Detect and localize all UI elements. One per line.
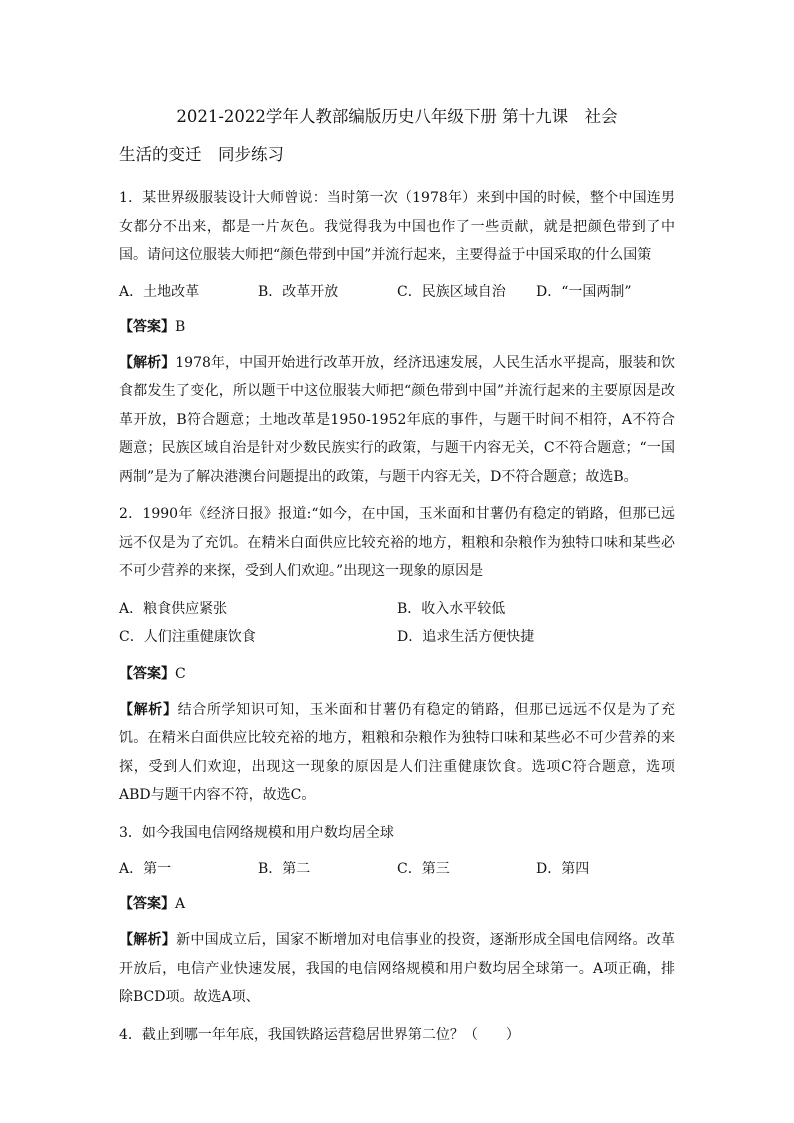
question-3-option-b: B．第二 <box>258 861 311 877</box>
page-title-continued: 生活的变迁 同步练习 <box>119 145 284 164</box>
question-4-text: 4．截止到哪一年年底，我国铁路运营稳居世界第二位？（ ） <box>119 1026 520 1043</box>
question-2-options <box>119 595 675 652</box>
answer-value: A <box>175 896 186 912</box>
question-2-option-c: C．人们注重健康饮食 <box>119 629 256 645</box>
answer-label: 【答案】 <box>119 665 175 682</box>
analysis-text: 新中国成立后，国家不断增加对电信事业的投资，逐渐形成全国电信网络。改革开放后，电信产业快速发展，我国的电信网络规模和用户数均居全球第一。A项正确，排除BCD项。故选A项、 <box>119 932 676 1005</box>
answer-label: 【答案】 <box>119 318 175 335</box>
question-2-option-b: B．收入水平较低 <box>397 600 506 617</box>
question-2-answer <box>119 661 675 687</box>
question-2-option-a: A．粮食供应紧张 <box>119 600 228 617</box>
answer-value: B <box>175 318 186 335</box>
question-2-option-d: D．追求生活方便快捷 <box>397 629 535 645</box>
answer-label: 【答案】 <box>119 896 175 912</box>
question-1-options <box>119 279 675 305</box>
question-3-option-c: C．第三 <box>397 861 450 877</box>
question-1-analysis <box>119 349 675 492</box>
page-title: 2021-2022学年人教部编版历史八年级下册 第十九课 社会 <box>176 107 618 126</box>
question-2-text: 2．1990年《经济日报》报道:“如今，在中国，玉米面和甘薯仍有稳定的销路，但那已远远不仅是为了充饥。在精米白面供应比较充裕的地方，粗粮和杂粮作为独特口味和某些必不可少营养的来探，受到人们欢迎。”出现这一现象的原因是 <box>119 506 675 579</box>
question-2-analysis <box>119 696 675 810</box>
question-1-option-b: B．改革开放 <box>258 283 339 300</box>
question-1-option-a: A．土地改革 <box>119 283 200 300</box>
question-3-option-a: A．第一 <box>119 861 172 877</box>
answer-value: C <box>175 665 186 682</box>
question-3-answer <box>119 891 675 917</box>
analysis-label: 【解析】 <box>119 354 176 371</box>
question-3-options <box>119 856 675 882</box>
analysis-text: 1978年，中国开始进行改革开放，经济迅速发展，人民生活水平提高，服装和饮食都发生了变化，所以题干中这位服装大师把“颜色带到中国”并流行起来的主要原因是改革开放，B符合题意；土地改革是1950-1952年底的事件，与题干时间不相符，A不符合题意；民族区域自治是针对少数民族实行的政策，与题干内容无关，C不符合题意；“一国两制”是为了解决港澳台问题提出的政策，与题干内容无关，D不符合题意；故选B。 <box>119 354 675 485</box>
analysis-label: 【解析】 <box>119 701 178 718</box>
analysis-text: 结合所学知识可知，玉米面和甘薯仍有稳定的销路，但那已远远不仅是为了充饥。在精米白面供应比较充裕的地方，粗粮和杂粮作为独特口味和某些必不可少营养的来探，受到人们欢迎，出现这一现象的原因是人们注重健康饮食。选项C符合题意，选项ABD与题干内容不符，故选C。 <box>119 701 676 803</box>
analysis-label: 【解析】 <box>119 932 177 948</box>
question-3-analysis <box>119 926 675 1012</box>
question-1-text: 1．某世界级服装设计大师曾说：当时第一次（1978年）来到中国的时候，整个中国连男女都分不出来，都是一片灰色。我觉得我为中国也作了一些贡献，就是把颜色带到了中国。请问这位服装大师把“颜色带到中国”并流行起来，主要得益于中国采取的什么国策 <box>119 190 675 263</box>
question-1-option-d: D．“一国两制” <box>536 283 632 300</box>
question-3-text: 3．如今我国电信网络规模和用户数均居全球 <box>119 824 394 841</box>
question-1-answer <box>119 314 675 340</box>
question-1-option-c: C．民族区域自治 <box>397 283 506 300</box>
document-content <box>119 104 675 1058</box>
question-3-option-d: D．第四 <box>536 861 590 877</box>
